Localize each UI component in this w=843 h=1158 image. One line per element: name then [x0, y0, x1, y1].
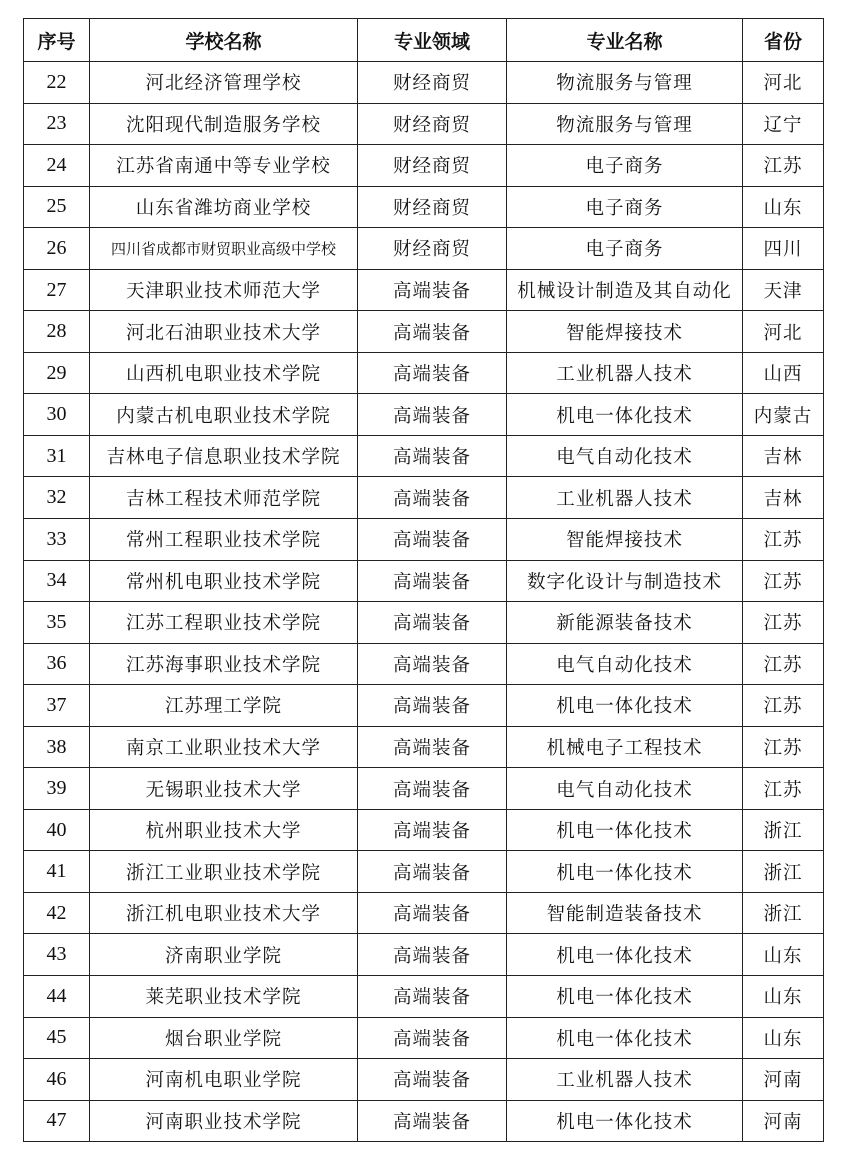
cell-field: 高端装备 — [358, 394, 507, 436]
table-row — [24, 976, 824, 1018]
cell-serial-number: 22 — [24, 62, 90, 104]
header-field: 专业领域 — [358, 19, 507, 62]
header-major-name: 专业名称 — [507, 19, 743, 62]
cell-major-name: 机电一体化技术 — [507, 851, 743, 893]
cell-school-name: 河北经济管理学校 — [90, 62, 358, 104]
cell-province: 河南 — [743, 1100, 824, 1142]
cell-field: 高端装备 — [358, 768, 507, 810]
cell-field: 高端装备 — [358, 269, 507, 311]
cell-school-name: 浙江工业职业技术学院 — [90, 851, 358, 893]
cell-school-name: 四川省成都市财贸职业高级中学校 — [90, 228, 358, 270]
table-row — [24, 352, 824, 394]
cell-school-name: 吉林电子信息职业技术学院 — [90, 435, 358, 477]
cell-serial-number: 44 — [24, 976, 90, 1018]
cell-serial-number: 26 — [24, 228, 90, 270]
cell-serial-number: 31 — [24, 435, 90, 477]
cell-field: 财经商贸 — [358, 228, 507, 270]
cell-serial-number: 47 — [24, 1100, 90, 1142]
cell-field: 财经商贸 — [358, 103, 507, 145]
cell-province: 浙江 — [743, 892, 824, 934]
cell-school-name: 浙江机电职业技术大学 — [90, 892, 358, 934]
table-row — [24, 435, 824, 477]
cell-serial-number: 39 — [24, 768, 90, 810]
cell-serial-number: 41 — [24, 851, 90, 893]
cell-field: 财经商贸 — [358, 145, 507, 187]
cell-province: 江苏 — [743, 768, 824, 810]
cell-serial-number: 35 — [24, 602, 90, 644]
cell-serial-number: 33 — [24, 519, 90, 561]
cell-province: 江苏 — [743, 145, 824, 187]
table-row — [24, 851, 824, 893]
cell-province: 辽宁 — [743, 103, 824, 145]
cell-major-name: 机电一体化技术 — [507, 685, 743, 727]
table-row — [24, 477, 824, 519]
table-row — [24, 519, 824, 561]
cell-major-name: 机电一体化技术 — [507, 1017, 743, 1059]
schools-table — [23, 18, 824, 1142]
cell-province: 吉林 — [743, 435, 824, 477]
cell-serial-number: 45 — [24, 1017, 90, 1059]
cell-school-name: 南京工业职业技术大学 — [90, 726, 358, 768]
cell-province: 内蒙古 — [743, 394, 824, 436]
cell-major-name: 机电一体化技术 — [507, 934, 743, 976]
cell-school-name: 江苏工程职业技术学院 — [90, 602, 358, 644]
cell-school-name: 河南职业技术学院 — [90, 1100, 358, 1142]
cell-field: 高端装备 — [358, 519, 507, 561]
table-body — [24, 62, 824, 1142]
cell-province: 山东 — [743, 934, 824, 976]
table-row — [24, 228, 824, 270]
table-row — [24, 768, 824, 810]
table-row — [24, 560, 824, 602]
cell-serial-number: 37 — [24, 685, 90, 727]
cell-serial-number: 43 — [24, 934, 90, 976]
cell-major-name: 智能焊接技术 — [507, 519, 743, 561]
cell-school-name: 河南机电职业学院 — [90, 1059, 358, 1101]
table-row — [24, 1059, 824, 1101]
cell-serial-number: 28 — [24, 311, 90, 353]
cell-major-name: 电子商务 — [507, 186, 743, 228]
cell-field: 高端装备 — [358, 602, 507, 644]
cell-major-name: 电气自动化技术 — [507, 768, 743, 810]
cell-major-name: 机电一体化技术 — [507, 809, 743, 851]
cell-school-name: 江苏省南通中等专业学校 — [90, 145, 358, 187]
cell-field: 高端装备 — [358, 851, 507, 893]
cell-province: 山东 — [743, 976, 824, 1018]
cell-serial-number: 32 — [24, 477, 90, 519]
cell-school-name: 济南职业学院 — [90, 934, 358, 976]
cell-school-name: 河北石油职业技术大学 — [90, 311, 358, 353]
table-row — [24, 1100, 824, 1142]
cell-field: 高端装备 — [358, 560, 507, 602]
table-row — [24, 186, 824, 228]
table-row — [24, 394, 824, 436]
cell-major-name: 工业机器人技术 — [507, 1059, 743, 1101]
cell-field: 高端装备 — [358, 892, 507, 934]
table-row — [24, 62, 824, 104]
table-row — [24, 602, 824, 644]
table-row — [24, 892, 824, 934]
cell-major-name: 机械电子工程技术 — [507, 726, 743, 768]
cell-field: 高端装备 — [358, 809, 507, 851]
cell-school-name: 沈阳现代制造服务学校 — [90, 103, 358, 145]
cell-field: 高端装备 — [358, 311, 507, 353]
table-header — [24, 19, 824, 62]
cell-major-name: 机电一体化技术 — [507, 976, 743, 1018]
cell-province: 江苏 — [743, 560, 824, 602]
cell-province: 江苏 — [743, 519, 824, 561]
cell-school-name: 莱芜职业技术学院 — [90, 976, 358, 1018]
cell-province: 浙江 — [743, 851, 824, 893]
cell-province: 四川 — [743, 228, 824, 270]
cell-field: 财经商贸 — [358, 62, 507, 104]
cell-major-name: 电气自动化技术 — [507, 435, 743, 477]
cell-serial-number: 46 — [24, 1059, 90, 1101]
cell-serial-number: 30 — [24, 394, 90, 436]
header-serial-number: 序号 — [24, 19, 90, 62]
cell-field: 高端装备 — [358, 1100, 507, 1142]
cell-province: 江苏 — [743, 726, 824, 768]
table-row — [24, 145, 824, 187]
cell-field: 高端装备 — [358, 643, 507, 685]
cell-province: 天津 — [743, 269, 824, 311]
cell-province: 河南 — [743, 1059, 824, 1101]
cell-province: 江苏 — [743, 643, 824, 685]
cell-major-name: 机电一体化技术 — [507, 1100, 743, 1142]
cell-serial-number: 25 — [24, 186, 90, 228]
cell-major-name: 电气自动化技术 — [507, 643, 743, 685]
cell-serial-number: 27 — [24, 269, 90, 311]
cell-serial-number: 23 — [24, 103, 90, 145]
cell-major-name: 物流服务与管理 — [507, 62, 743, 104]
cell-field: 高端装备 — [358, 352, 507, 394]
cell-school-name: 无锡职业技术大学 — [90, 768, 358, 810]
cell-serial-number: 34 — [24, 560, 90, 602]
cell-major-name: 工业机器人技术 — [507, 477, 743, 519]
cell-serial-number: 38 — [24, 726, 90, 768]
cell-field: 财经商贸 — [358, 186, 507, 228]
table-row — [24, 809, 824, 851]
cell-province: 河北 — [743, 311, 824, 353]
cell-field: 高端装备 — [358, 1017, 507, 1059]
cell-school-name: 常州工程职业技术学院 — [90, 519, 358, 561]
cell-major-name: 智能焊接技术 — [507, 311, 743, 353]
cell-province: 浙江 — [743, 809, 824, 851]
cell-school-name: 山西机电职业技术学院 — [90, 352, 358, 394]
cell-major-name: 电子商务 — [507, 145, 743, 187]
cell-province: 山东 — [743, 186, 824, 228]
cell-school-name: 山东省潍坊商业学校 — [90, 186, 358, 228]
table-row — [24, 685, 824, 727]
cell-serial-number: 24 — [24, 145, 90, 187]
cell-major-name: 工业机器人技术 — [507, 352, 743, 394]
cell-major-name: 物流服务与管理 — [507, 103, 743, 145]
cell-serial-number: 29 — [24, 352, 90, 394]
cell-school-name: 吉林工程技术师范学院 — [90, 477, 358, 519]
cell-major-name: 新能源装备技术 — [507, 602, 743, 644]
cell-school-name: 烟台职业学院 — [90, 1017, 358, 1059]
cell-field: 高端装备 — [358, 685, 507, 727]
cell-school-name: 天津职业技术师范大学 — [90, 269, 358, 311]
cell-major-name: 机械设计制造及其自动化 — [507, 269, 743, 311]
cell-school-name: 江苏理工学院 — [90, 685, 358, 727]
cell-school-name: 江苏海事职业技术学院 — [90, 643, 358, 685]
cell-province: 河北 — [743, 62, 824, 104]
table-row — [24, 103, 824, 145]
cell-field: 高端装备 — [358, 934, 507, 976]
header-school-name: 学校名称 — [90, 19, 358, 62]
cell-field: 高端装备 — [358, 726, 507, 768]
cell-province: 江苏 — [743, 602, 824, 644]
cell-province: 山东 — [743, 1017, 824, 1059]
cell-province: 山西 — [743, 352, 824, 394]
cell-major-name: 机电一体化技术 — [507, 394, 743, 436]
cell-major-name: 数字化设计与制造技术 — [507, 560, 743, 602]
cell-school-name: 内蒙古机电职业技术学院 — [90, 394, 358, 436]
header-province: 省份 — [743, 19, 824, 62]
table-row — [24, 311, 824, 353]
table-row — [24, 934, 824, 976]
cell-serial-number: 36 — [24, 643, 90, 685]
cell-serial-number: 42 — [24, 892, 90, 934]
table-row — [24, 726, 824, 768]
table-row — [24, 643, 824, 685]
table-row — [24, 269, 824, 311]
cell-major-name: 智能制造装备技术 — [507, 892, 743, 934]
header-row — [24, 19, 824, 62]
cell-field: 高端装备 — [358, 435, 507, 477]
cell-field: 高端装备 — [358, 1059, 507, 1101]
cell-field: 高端装备 — [358, 976, 507, 1018]
cell-field: 高端装备 — [358, 477, 507, 519]
cell-school-name: 常州机电职业技术学院 — [90, 560, 358, 602]
cell-serial-number: 40 — [24, 809, 90, 851]
cell-major-name: 电子商务 — [507, 228, 743, 270]
cell-province: 江苏 — [743, 685, 824, 727]
table-row — [24, 1017, 824, 1059]
cell-province: 吉林 — [743, 477, 824, 519]
cell-school-name: 杭州职业技术大学 — [90, 809, 358, 851]
